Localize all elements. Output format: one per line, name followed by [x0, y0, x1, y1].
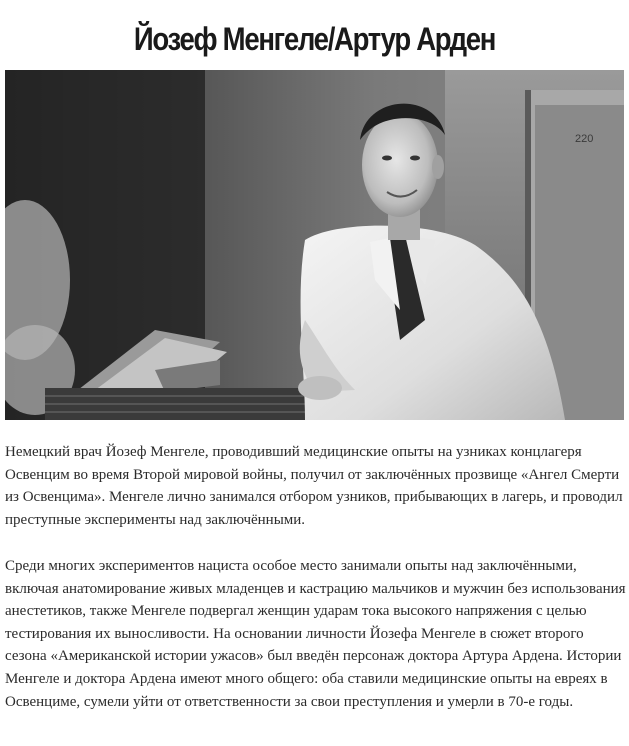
article-title: Йозеф Менгеле/Артур Арден [133, 21, 496, 57]
article-photo [5, 70, 624, 420]
photo-illustration [5, 70, 624, 420]
article-paragraph-1: Немецкий врач Йозеф Менгеле, проводивший медицинские опыты на узниках концлагеря Освенцим во время Второй мировой войны, получил от заключённых прозвище «Ангел Смерти из Освенцима». Менгеле лично занимался отбором узников, прибывающих в лагерь, и проводил преступные эксперименты над заключёнными. [5, 444, 623, 528]
article-paragraph-2: Среди многих экспериментов нациста особое место занимали опыты над заключёнными, включая анатомирование живых младенцев и кастрацию мальчиков и мужчин без использования анестетиков, также Менгеле подвергал женщин ударам тока высокого напряжения с целью тестирования их выносливости. На основании личности Йозефа Менгеле в сюжет второго сезона «Американской истории ужасов» был введён персонаж доктора Артура Ардена. Истории Менгеле и доктора Ардена имеют много общего: оба ставили медицинские опыты на евреях в Освенциме, сумели уйти от ответственности за свои преступления и умерли в 70-е годы. [5, 558, 626, 710]
door-number: 220 [575, 133, 594, 145]
portrait-face [362, 113, 438, 217]
